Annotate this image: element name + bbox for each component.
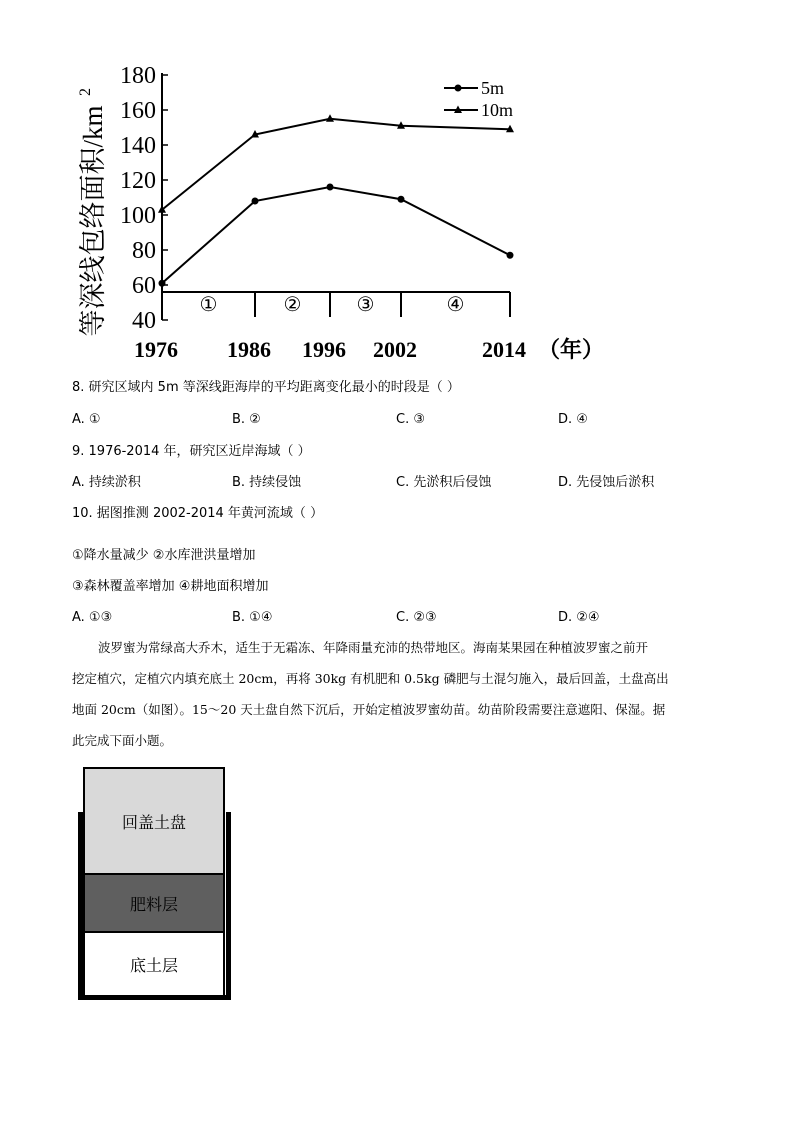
- cover-soil-layer: [83, 767, 225, 875]
- question-10-statement-2: ③森林覆盖率增加 ④耕地面积增加: [72, 579, 269, 594]
- y-tick-label: 100: [120, 203, 156, 229]
- question-9-stem: 9. 1976-2014 年，研究区近岸海域（ ）: [72, 444, 311, 459]
- y-axis-label-text: 等深线包络面积/km: [78, 105, 108, 337]
- fertilizer-layer: [83, 875, 225, 931]
- x-tick-label: 1996: [302, 337, 346, 362]
- y-axis-label: [77, 88, 108, 337]
- data-point-10m: [326, 114, 334, 122]
- x-tick-label: 1976: [134, 337, 178, 362]
- passage: [72, 632, 720, 756]
- y-tick-label: 180: [120, 63, 156, 89]
- passage-line-2: 挖定植穴，定植穴内填充底土 20cm，再将 30kg 有机肥和 0.5kg 磷肥与土混匀施入，最后回盖，土盘高出: [72, 671, 669, 686]
- period-label: ①: [199, 292, 218, 316]
- y-axis-label-superscript: 2: [77, 88, 94, 96]
- question-10-option-c[interactable]: C. ②③: [396, 610, 437, 625]
- data-point-5m: [398, 196, 405, 203]
- question-9-option-d[interactable]: D. 先侵蚀后淤积: [558, 475, 655, 490]
- x-tick-label: 2002: [373, 337, 417, 362]
- question-10-option-a[interactable]: A. ①③: [72, 610, 113, 625]
- question-10-stem: 10. 据图推测 2002-2014 年黄河流域（ ）: [72, 506, 324, 521]
- passage-line-4: 此完成下面小题。: [72, 733, 173, 748]
- depth-contour-area-chart: [60, 55, 620, 370]
- y-tick-label: 120: [120, 168, 156, 194]
- series-line-5m: [162, 187, 510, 283]
- cover-soil-label: 回盖土盘: [121, 812, 186, 832]
- question-8-stem: 8. 研究区域内 5m 等深线距海岸的平均距离变化最小的时段是（ ）: [72, 380, 460, 395]
- pit-wall-right: [226, 812, 231, 1000]
- period-label: ③: [356, 292, 375, 316]
- question-8-option-a[interactable]: A. ①: [72, 412, 101, 427]
- period-label: ②: [283, 292, 302, 316]
- y-tick-label: 80: [132, 238, 156, 264]
- question-9-option-c[interactable]: C. 先淤积后侵蚀: [396, 475, 492, 490]
- question-8-option-b[interactable]: B. ②: [232, 412, 261, 427]
- y-tick-label: 40: [132, 308, 156, 334]
- data-point-5m: [507, 252, 514, 259]
- series-line-10m: [162, 119, 510, 210]
- legend-label-5m: 5m: [481, 78, 505, 98]
- question-8-option-c[interactable]: C. ③: [396, 412, 425, 427]
- pit-bottom: [78, 995, 231, 1000]
- question-10-statement-1: ①降水量减少 ②水库泄洪量增加: [72, 548, 256, 563]
- question-10-option-d[interactable]: D. ②④: [558, 610, 600, 625]
- fertilizer-label: 肥料层: [129, 894, 178, 914]
- passage-line-3: 地面 20cm（如图）。15～20 天土盘自然下沉后，开始定植波罗蜜幼苗。幼苗阶段需要注意遮阳、保湿。据: [72, 702, 666, 717]
- question-8-option-d[interactable]: D. ④: [558, 412, 588, 427]
- data-point-5m: [159, 280, 166, 287]
- x-tick-label: 2014: [482, 337, 526, 362]
- period-label: ④: [446, 292, 465, 316]
- passage-line-1: 波罗蜜为常绿高大乔木，适生于无霜冻、年降雨量充沛的热带地区。海南某果园在种植波罗蜜之前开: [98, 640, 649, 655]
- question-9-option-b[interactable]: B. 持续侵蚀: [232, 475, 302, 490]
- question-10-option-b[interactable]: B. ①④: [232, 610, 273, 625]
- y-tick-label: 60: [132, 273, 156, 299]
- y-tick-label: 140: [120, 133, 156, 159]
- data-point-5m: [327, 184, 334, 191]
- data-point-5m: [252, 198, 259, 205]
- base-soil-label: 底土层: [129, 955, 178, 975]
- base-soil-layer: [83, 931, 225, 995]
- legend-label-10m: 10m: [481, 100, 514, 120]
- planting-pit-diagram: [78, 767, 232, 1000]
- x-axis-unit: （年）: [538, 337, 605, 362]
- x-tick-label: 1986: [227, 337, 271, 362]
- y-tick-label: 160: [120, 98, 156, 124]
- legend-marker-5m: [455, 85, 462, 92]
- question-9-option-a[interactable]: A. 持续淤积: [72, 475, 141, 490]
